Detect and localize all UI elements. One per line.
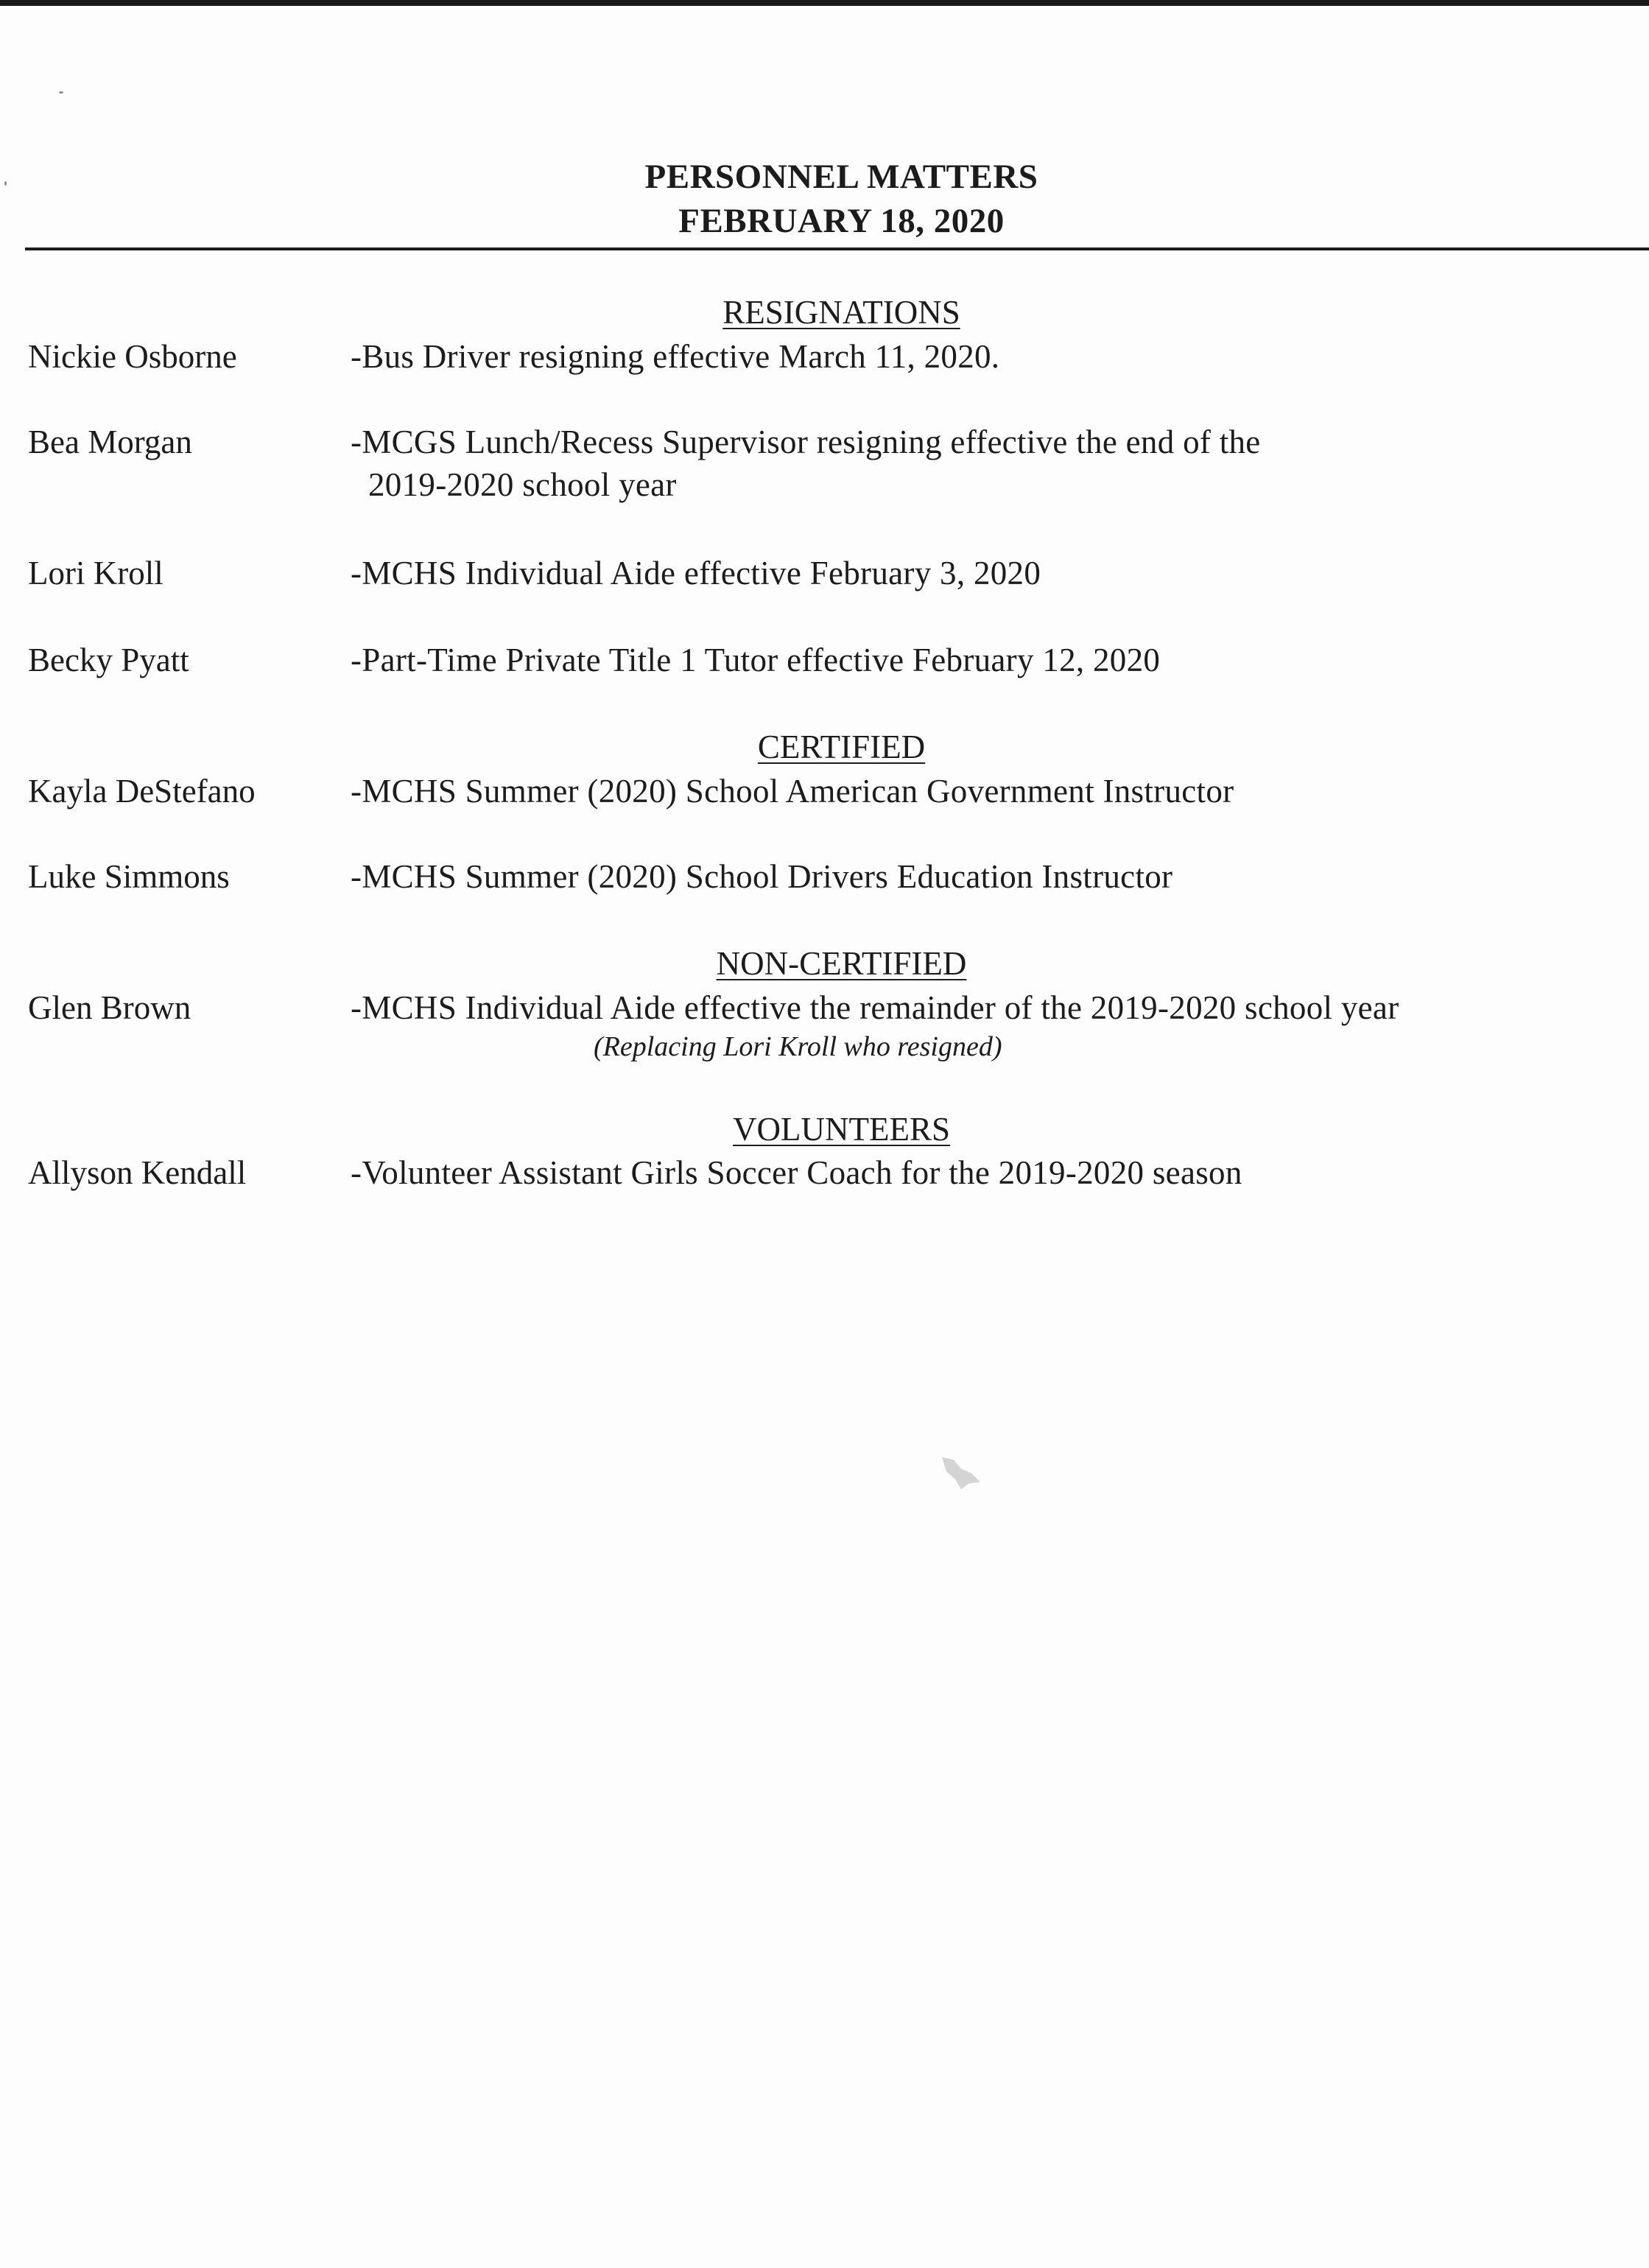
scan-smudge (939, 1453, 983, 1493)
entry-name: Bea Morgan (28, 424, 192, 460)
scan-speck (59, 91, 63, 94)
section-heading-resignations: RESIGNATIONS (722, 294, 960, 331)
section-heading-volunteers: VOLUNTEERS (733, 1111, 950, 1148)
page-title: PERSONNEL MATTERS (644, 158, 1038, 196)
header-divider (25, 247, 1649, 250)
entry-description: -MCHS Summer (2020) School Drivers Education Instructor (351, 858, 1173, 895)
scan-top-edge (0, 0, 1649, 6)
entry-description: -Bus Driver resigning effective March 11, 2020. (351, 338, 1000, 375)
section-heading-non-certified: NON-CERTIFIED (716, 945, 967, 982)
entry-description-continuation: 2019-2020 school year (368, 466, 677, 503)
entry-description (351, 421, 1261, 506)
section-heading-certified: CERTIFIED (757, 729, 926, 765)
entry-description: -Volunteer Assistant Girls Soccer Coach for the 2019-2020 season (351, 1154, 1242, 1191)
entry-name: Glen Brown (28, 989, 191, 1026)
entry-description: -MCHS Individual Aide effective the remainder of the 2019-2020 school year (351, 989, 1399, 1026)
entry-name: Becky Pyatt (28, 642, 189, 678)
entry-note: (Replacing Lori Kroll who resigned) (594, 1031, 1002, 1062)
entry-name: Lori Kroll (28, 555, 164, 591)
entry-description: -MCHS Summer (2020) School American Government Instructor (351, 773, 1234, 810)
entry-name: Nickie Osborne (28, 338, 237, 375)
page-date: FEBRUARY 18, 2020 (678, 202, 1005, 240)
entry-name: Kayla DeStefano (28, 773, 256, 810)
entry-name: Luke Simmons (28, 858, 230, 895)
entry-description: -Part-Time Private Title 1 Tutor effective February 12, 2020 (351, 642, 1161, 678)
page-header (0, 155, 1649, 243)
entry-description: -MCHS Individual Aide effective February 3, 2020 (351, 555, 1041, 591)
entry-description-line: -MCGS Lunch/Recess Supervisor resigning effective the end of the (351, 424, 1261, 460)
entry-name: Allyson Kendall (28, 1154, 247, 1191)
